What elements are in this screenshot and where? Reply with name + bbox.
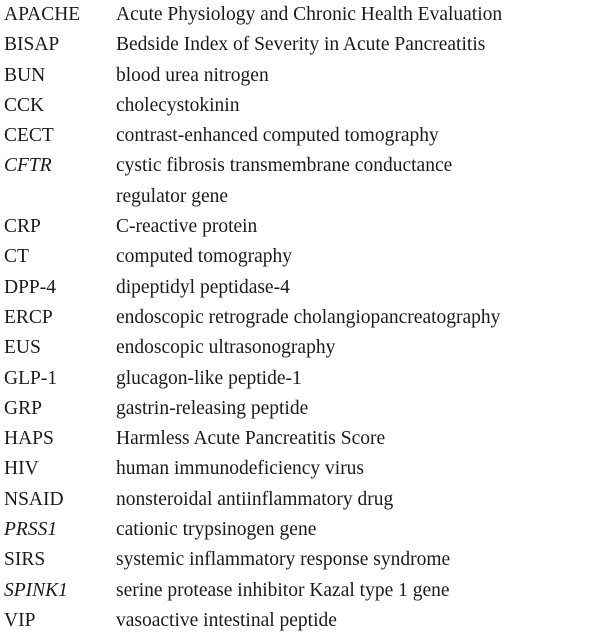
abbreviation-definition [116, 545, 610, 575]
abbreviation-definition [116, 61, 610, 91]
abbreviation-definition [116, 212, 610, 242]
abbreviation-definition-line: Harmless Acute Pancreatitis Score [116, 428, 386, 450]
abbreviation-definition [116, 606, 610, 636]
abbreviation-definition [116, 333, 610, 363]
abbreviation-row [4, 424, 610, 454]
abbreviation-row [4, 242, 610, 272]
abbreviation-term: HAPS [4, 428, 54, 450]
abbreviation-term: BISAP [4, 34, 60, 56]
abbreviation-definition [116, 576, 610, 606]
abbreviation-row [4, 545, 610, 575]
abbreviation-definition-line: endoscopic ultrasonography [116, 337, 336, 359]
abbreviation-row [4, 333, 610, 363]
abbreviation-row [4, 61, 610, 91]
abbreviation-row [4, 606, 610, 636]
abbreviation-definition-line: nonsteroidal antiinflammatory drug [116, 488, 394, 510]
abbreviation-term: CT [4, 246, 29, 268]
abbreviation-definition-line: computed tomography [116, 246, 293, 268]
abbreviation-definition [116, 30, 610, 60]
abbreviation-term: APACHE [4, 4, 81, 25]
abbreviation-row [4, 576, 610, 606]
abbreviation-definition [116, 273, 610, 303]
abbreviation-term: SPINK1 [4, 579, 68, 601]
abbreviation-term: GLP-1 [4, 367, 58, 389]
abbreviation-definition [116, 424, 610, 454]
abbreviation-row [4, 394, 610, 424]
abbreviation-definition [116, 242, 610, 272]
abbreviation-term: CFTR [4, 155, 52, 177]
abbreviation-definition-line: cholecystokinin [116, 94, 240, 116]
abbreviation-definition-line: vasoactive intestinal peptide [116, 609, 337, 631]
abbreviation-row [4, 454, 610, 484]
abbreviation-definition-line: dipeptidyl peptidase-4 [116, 276, 290, 298]
abbreviation-term: BUN [4, 64, 46, 86]
abbreviation-definition-line: C-reactive protein [116, 216, 258, 238]
abbreviation-definition [116, 0, 610, 30]
abbreviation-row [4, 212, 610, 242]
abbreviation-term: VIP [4, 609, 36, 631]
abbreviation-term: EUS [4, 337, 41, 359]
abbreviation-term: NSAID [4, 488, 64, 510]
abbreviation-row [4, 0, 610, 30]
abbreviation-term: DPP-4 [4, 276, 57, 298]
abbreviation-term: CCK [4, 94, 45, 116]
abbreviation-definition [116, 394, 610, 424]
abbreviation-row [4, 30, 610, 60]
abbreviation-definition-line: Bedside Index of Severity in Acute Pancreatitis [116, 34, 486, 56]
abbreviation-term: GRP [4, 397, 42, 419]
abbreviation-row [4, 121, 610, 151]
abbreviation-definition-line: systemic inflammatory response syndrome [116, 549, 451, 571]
abbreviation-definition [116, 91, 610, 121]
abbreviation-list [4, 0, 610, 636]
abbreviation-definition-line: gastrin-releasing peptide [116, 397, 309, 419]
abbreviation-row [4, 303, 610, 333]
abbreviation-row [4, 91, 610, 121]
abbreviation-definition-line: glucagon-like peptide-1 [116, 367, 302, 389]
abbreviation-definition [116, 121, 610, 151]
abbreviation-definition-line: Acute Physiology and Chronic Health Evaluation [116, 4, 503, 25]
abbreviation-term: CRP [4, 216, 41, 238]
abbreviation-row [4, 151, 610, 212]
abbreviation-term: ERCP [4, 306, 53, 328]
abbreviation-definition-line: endoscopic retrograde cholangiopancreatography [116, 306, 501, 328]
abbreviation-definition [116, 454, 610, 484]
abbreviation-row [4, 364, 610, 394]
abbreviation-definition-line: serine protease inhibitor Kazal type 1 gene [116, 579, 450, 601]
abbreviation-definition [116, 364, 610, 394]
abbreviation-row [4, 273, 610, 303]
abbreviation-row [4, 515, 610, 545]
abbreviation-definition-line: cationic trypsinogen gene [116, 519, 317, 541]
abbreviation-row [4, 485, 610, 515]
abbreviation-definition [116, 515, 610, 545]
abbreviation-term: HIV [4, 458, 39, 480]
abbreviation-term: SIRS [4, 549, 46, 571]
abbreviation-term: CECT [4, 125, 54, 147]
abbreviation-definition-line: regulator gene [116, 185, 229, 207]
abbreviation-definition-line: cystic fibrosis transmembrane conductance [116, 155, 453, 177]
abbreviation-definition-line: human immunodeficiency virus [116, 458, 365, 480]
abbreviation-definition [116, 303, 610, 333]
abbreviation-definition [116, 485, 610, 515]
abbreviation-definition [116, 151, 610, 212]
abbreviation-definition-line: blood urea nitrogen [116, 64, 269, 86]
abbreviation-term: PRSS1 [4, 519, 58, 541]
abbreviation-definition-line: contrast-enhanced computed tomography [116, 125, 439, 147]
